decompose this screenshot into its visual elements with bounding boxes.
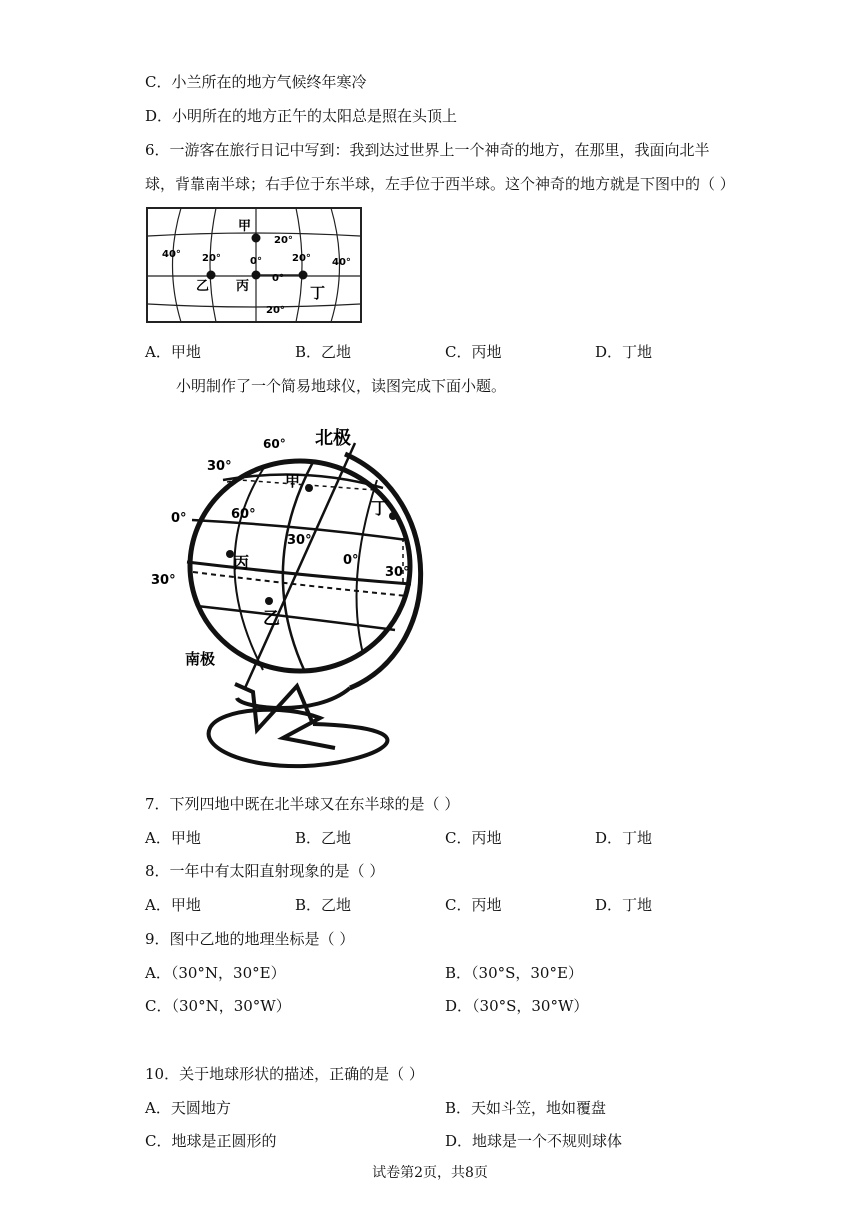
page-footer: 试卷第2页，共8页 (372, 1165, 488, 1181)
globe-tick-60n: 60° (263, 437, 286, 451)
q6-option-a: A．甲地 (145, 343, 201, 361)
q10-option-b: B．天如斗笠，地如覆盘 (445, 1099, 607, 1117)
q7-option-d: D．丁地 (595, 829, 653, 847)
q8-option-c: C．丙地 (445, 896, 502, 914)
q8-stem: 8．一年中有太阳直射现象的是（ ） (145, 862, 385, 880)
q8-option-d: D．丁地 (595, 896, 653, 914)
map-label-ding: 丁 (310, 284, 326, 302)
map-tick-20e: 20° (292, 253, 311, 264)
globe-tick-30s: 30° (151, 573, 176, 588)
map-label-bing: 丙 (236, 279, 250, 294)
q6-option-d: D．丁地 (595, 343, 653, 361)
map-tick-0-equator: 0° (272, 273, 284, 284)
globe-tick-30n: 30° (207, 459, 232, 474)
q6-map-figure (146, 206, 362, 326)
map-tick-40w: 40° (162, 249, 181, 260)
q7-option-a: A．甲地 (145, 829, 201, 847)
q9-option-b: B．（30°S，30°E） (445, 964, 583, 982)
q6-stem-line2: 球，背靠南半球；右手位于东半球，左手位于西半球。这个神奇的地方就是下图中的（ ） (145, 175, 735, 193)
q10-option-c: C．地球是正圆形的 (145, 1132, 277, 1150)
q9-option-d: D．（30°S，30°W） (445, 997, 589, 1015)
map-point-bing (252, 271, 261, 280)
map-label-yi: 乙 (196, 279, 210, 294)
q7-option-c: C．丙地 (445, 829, 502, 847)
q6-stem-line1: 6．一游客在旅行日记中写到：我到达过世界上一个神奇的地方，在那里，我面向北半 (145, 141, 710, 159)
q6-option-b: B．乙地 (295, 343, 352, 361)
globe-label-north-pole: 北极 (315, 428, 351, 449)
q6-option-c: C．丙地 (445, 343, 502, 361)
globe-label-ding: 丁 (371, 499, 388, 519)
globe-label-bing: 丙 (233, 553, 250, 572)
q8-option-b: B．乙地 (295, 896, 352, 914)
map-point-jia (252, 234, 261, 243)
map-tick-20s: 20° (266, 305, 285, 316)
map-tick-20n: 20° (274, 235, 293, 246)
globe-figure (145, 418, 445, 778)
map-label-jia: 甲 (238, 219, 252, 234)
q5-option-c: C．小兰所在的地方气候终年寒冷 (145, 73, 367, 91)
q9-option-a: A．（30°N，30°E） (145, 964, 286, 982)
q9-stem: 9．图中乙地的地理坐标是（ ） (145, 930, 355, 948)
globe-tick-0: 0° (171, 511, 187, 526)
material-intro: 小明制作了一个简易地球仪，读图完成下面小题。 (176, 377, 507, 395)
globe-meridian-30: 30° (287, 533, 312, 548)
q5-option-d: D．小明所在的地方正午的太阳总是照在头顶上 (145, 107, 458, 125)
globe-point-ding (389, 512, 397, 520)
globe-label-jia: 甲 (285, 472, 301, 490)
globe-point-jia (305, 484, 313, 492)
map-point-ding (299, 271, 308, 280)
globe-label-south-pole: 南极 (185, 650, 216, 668)
globe-label-yi: 乙 (263, 609, 280, 629)
q7-option-b: B．乙地 (295, 829, 352, 847)
map-tick-40e: 40° (332, 257, 351, 268)
globe-meridian-30e: 30° (385, 565, 410, 580)
q7-stem: 7．下列四地中既在北半球又在东半球的是（ ） (145, 795, 460, 813)
q8-option-a: A．甲地 (145, 896, 201, 914)
q10-stem: 10．关于地球形状的描述，正确的是（ ） (145, 1065, 424, 1083)
globe-meridian-0: 0° (343, 553, 359, 568)
q10-option-d: D．地球是一个不规则球体 (445, 1132, 623, 1150)
q9-option-c: C．（30°N，30°W） (145, 997, 291, 1015)
globe-point-yi (265, 597, 273, 605)
map-tick-20w: 20° (202, 253, 221, 264)
globe-meridian-60: 60° (231, 507, 256, 522)
q10-option-a: A．天圆地方 (145, 1099, 231, 1117)
map-tick-0-meridian: 0° (250, 256, 262, 267)
